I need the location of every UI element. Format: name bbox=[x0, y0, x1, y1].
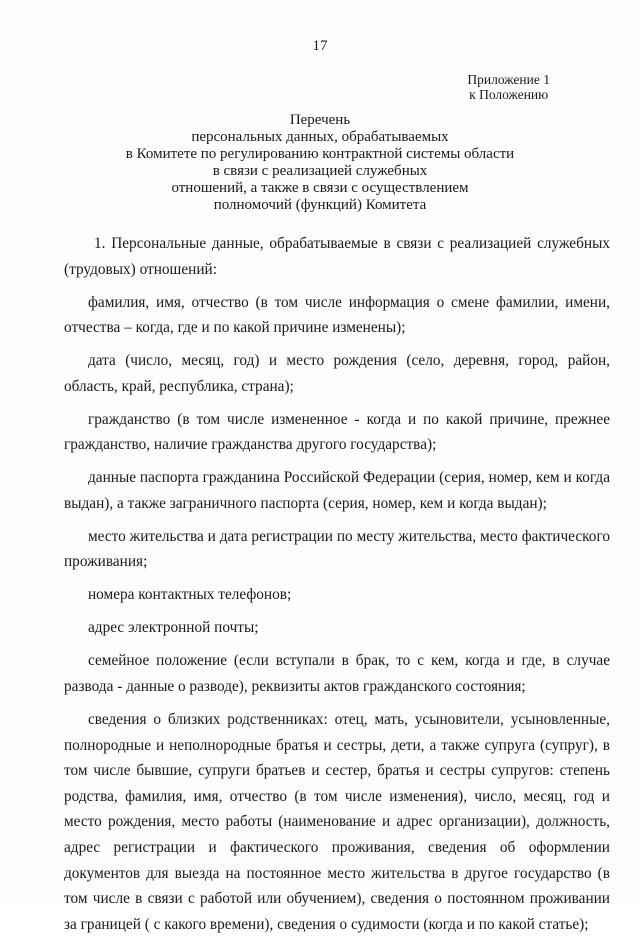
title-line-2: персональных данных, обрабатываемых bbox=[191, 129, 449, 145]
paragraph-phones: номера контактных телефонов; bbox=[88, 586, 292, 604]
paragraph-full-name: фамилия, имя, отчество (в том числе информация о смене фамилии, имени, отчества – когда, где и по какой причине изменены); bbox=[64, 293, 610, 337]
title-line-4: в связи с реализацией служебных bbox=[212, 163, 428, 179]
title-line-5: отношений, а также в связи с осуществлением bbox=[171, 180, 469, 196]
appendix-reference bbox=[467, 72, 550, 102]
paragraph-section-1: 1. Персональные данные, обрабатываемые в связи с реализацией служебных (трудовых) отношений: bbox=[64, 235, 610, 278]
title-line-6: полномочий (функций) Комитета bbox=[213, 197, 427, 213]
title-line-1: Перечень bbox=[289, 112, 351, 128]
document-title bbox=[110, 112, 530, 214]
paragraph-email: адрес электронной почты; bbox=[88, 619, 259, 637]
appendix-line-1: Приложение 1 bbox=[467, 72, 550, 87]
paragraph-citizenship: гражданство (в том числе измененное - когда и по какой причине, прежнее гражданство, наличие гражданства другого государства); bbox=[64, 410, 610, 454]
paragraph-residence: место жительства и дата регистрации по месту жительства, место фактического проживания; bbox=[64, 527, 610, 571]
paragraph-relatives: сведения о близких родственниках: отец, мать, усыновители, усыновленные, полнородные и неполнородные братья и сестры, дети, а также супруга (супруг), в том числе бывшие, супруги братьев и сестер, братья и сестры супругов: степень родства, фамилия, имя, отчество (в том числе изменения), число, месяц, год и место рождения, место работы (наименование и адрес организации), должность, адрес регистрации и фактического проживания, сведения об оформлении документов для выезда на постоянное место жительства в другое государство (в том числе в связи с работой или обучением), сведения о постоянном проживании за границей ( с какого времени), сведения о судимости (когда и по какой статье); bbox=[64, 711, 610, 933]
paragraph-marital-status: семейное положение (если вступали в брак, то с кем, когда и где, в случае развода - данные о разводе), реквизиты актов гражданского состояния; bbox=[64, 652, 610, 696]
title-line-3: в Комитете по регулированию контрактной системы области bbox=[125, 146, 515, 162]
page-number: 17 bbox=[312, 38, 328, 54]
document-body bbox=[64, 231, 610, 945]
appendix-line-2: к Положению bbox=[469, 87, 549, 102]
paragraph-passport: данные паспорта гражданина Российской Федерации (серия, номер, кем и когда выдан), а также заграничного паспорта (серия, номер, кем и когда выдан); bbox=[64, 469, 610, 512]
paragraph-birth: дата (число, месяц, год) и место рождения (село, деревня, город, район, область, край, республика, страна); bbox=[64, 352, 610, 395]
